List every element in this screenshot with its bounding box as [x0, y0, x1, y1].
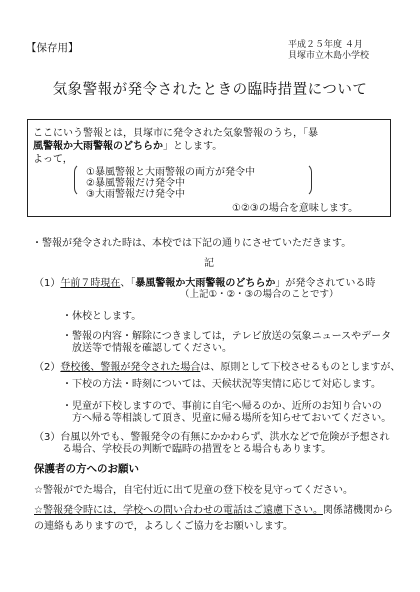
section-1-bullet-1: ・休校とします。 — [62, 311, 142, 322]
section-1-note: （上記①・②・③の場合のことです） — [180, 289, 339, 300]
issue-date-block — [288, 40, 369, 62]
section-2-heading: （2）登校後、警報が発令された場合は、原則として下校させるものとしますが、 — [34, 362, 401, 373]
guardians-heading: 保護者の方へのお願い — [34, 463, 139, 475]
definition-footer: ①②③の場合を意味します。 — [232, 203, 359, 214]
section-1-bold: 暴風警報か大雨警報のどちらか — [135, 278, 276, 289]
section-2-bullet-2-cont: 方へ帰る等相談して頂き、児童に帰る場所を知らせておいてください。 — [72, 413, 392, 424]
issue-date: 平成２５年度 ４月 — [288, 40, 363, 50]
definition-rest: 」とします。 — [163, 141, 223, 152]
section-1-heading: （1）午前７時現在、「暴風警報か大雨警報のどちらか」が発令されている時 — [34, 278, 376, 289]
definition-bold: 風警報か大雨警報のどちらか — [33, 141, 163, 152]
case-item-3: ③大雨警報だけ発令中 — [86, 189, 185, 200]
case-item-1: ①暴風警報と大雨警報の両方が発令中 — [86, 167, 255, 178]
section-3-line-1: （3）台風以外でも、警報発令の有無にかかわらず、洪水などで危険が予想され — [34, 432, 390, 443]
guardians-item-2-underlined: ☆警報発令時には，学校への問い合わせの電話はご遠慮下さい。 — [34, 505, 323, 516]
storage-tag: 【保存用】 — [26, 42, 79, 54]
case-item-2: ②暴風警報だけ発令中 — [86, 178, 185, 189]
guardians-item-1: ☆警報がでた場合，自宅付近に出て児童の登下校を見守ってください。 — [34, 485, 353, 496]
section-1-bullet-2: ・警報の内容・解除につきましては，テレビ放送の気象ニュースやデータ — [62, 331, 392, 342]
section-3-line-2: る場合、学校長の判断で臨時の措置をとる場合もあります。 — [62, 444, 332, 455]
section-2-underlined: 登校後、警報が発令された場合 — [60, 362, 201, 373]
section-1-time: 午前７時現在 — [60, 278, 121, 289]
guardians-item-2: ☆警報発令時には，学校への問い合わせの電話はご遠慮下さい。関係諸機関から — [34, 505, 393, 516]
definition-line-3: よって， — [33, 154, 73, 165]
guardians-item-2-cont: の連絡もありますので，よろしくご協力をお願いします。 — [34, 521, 293, 532]
section-2-bullet-1: ・下校の方法・時刻については、天候状況等実情に応じて対応します。 — [62, 379, 381, 390]
section-2-bullet-2: ・児童が下校しますので、事前に自宅へ帰るのか、近所のお知り合いの — [62, 401, 382, 412]
school-name: 貝塚市立木島小学校 — [288, 51, 370, 61]
section-1-bullet-2-cont: 放送等で情報を確認してください。 — [72, 343, 232, 354]
definition-line-1: ここにいう警報とは，貝塚市に発令された気象警報のうち，「暴 — [33, 128, 318, 139]
document-title: 気象警報が発令されたときの臨時措置について — [52, 82, 368, 98]
ki-heading: 記 — [204, 258, 214, 269]
intro-text: ・警報が発令された時は、本校では下記の通りにさせていただきます。 — [32, 238, 352, 249]
